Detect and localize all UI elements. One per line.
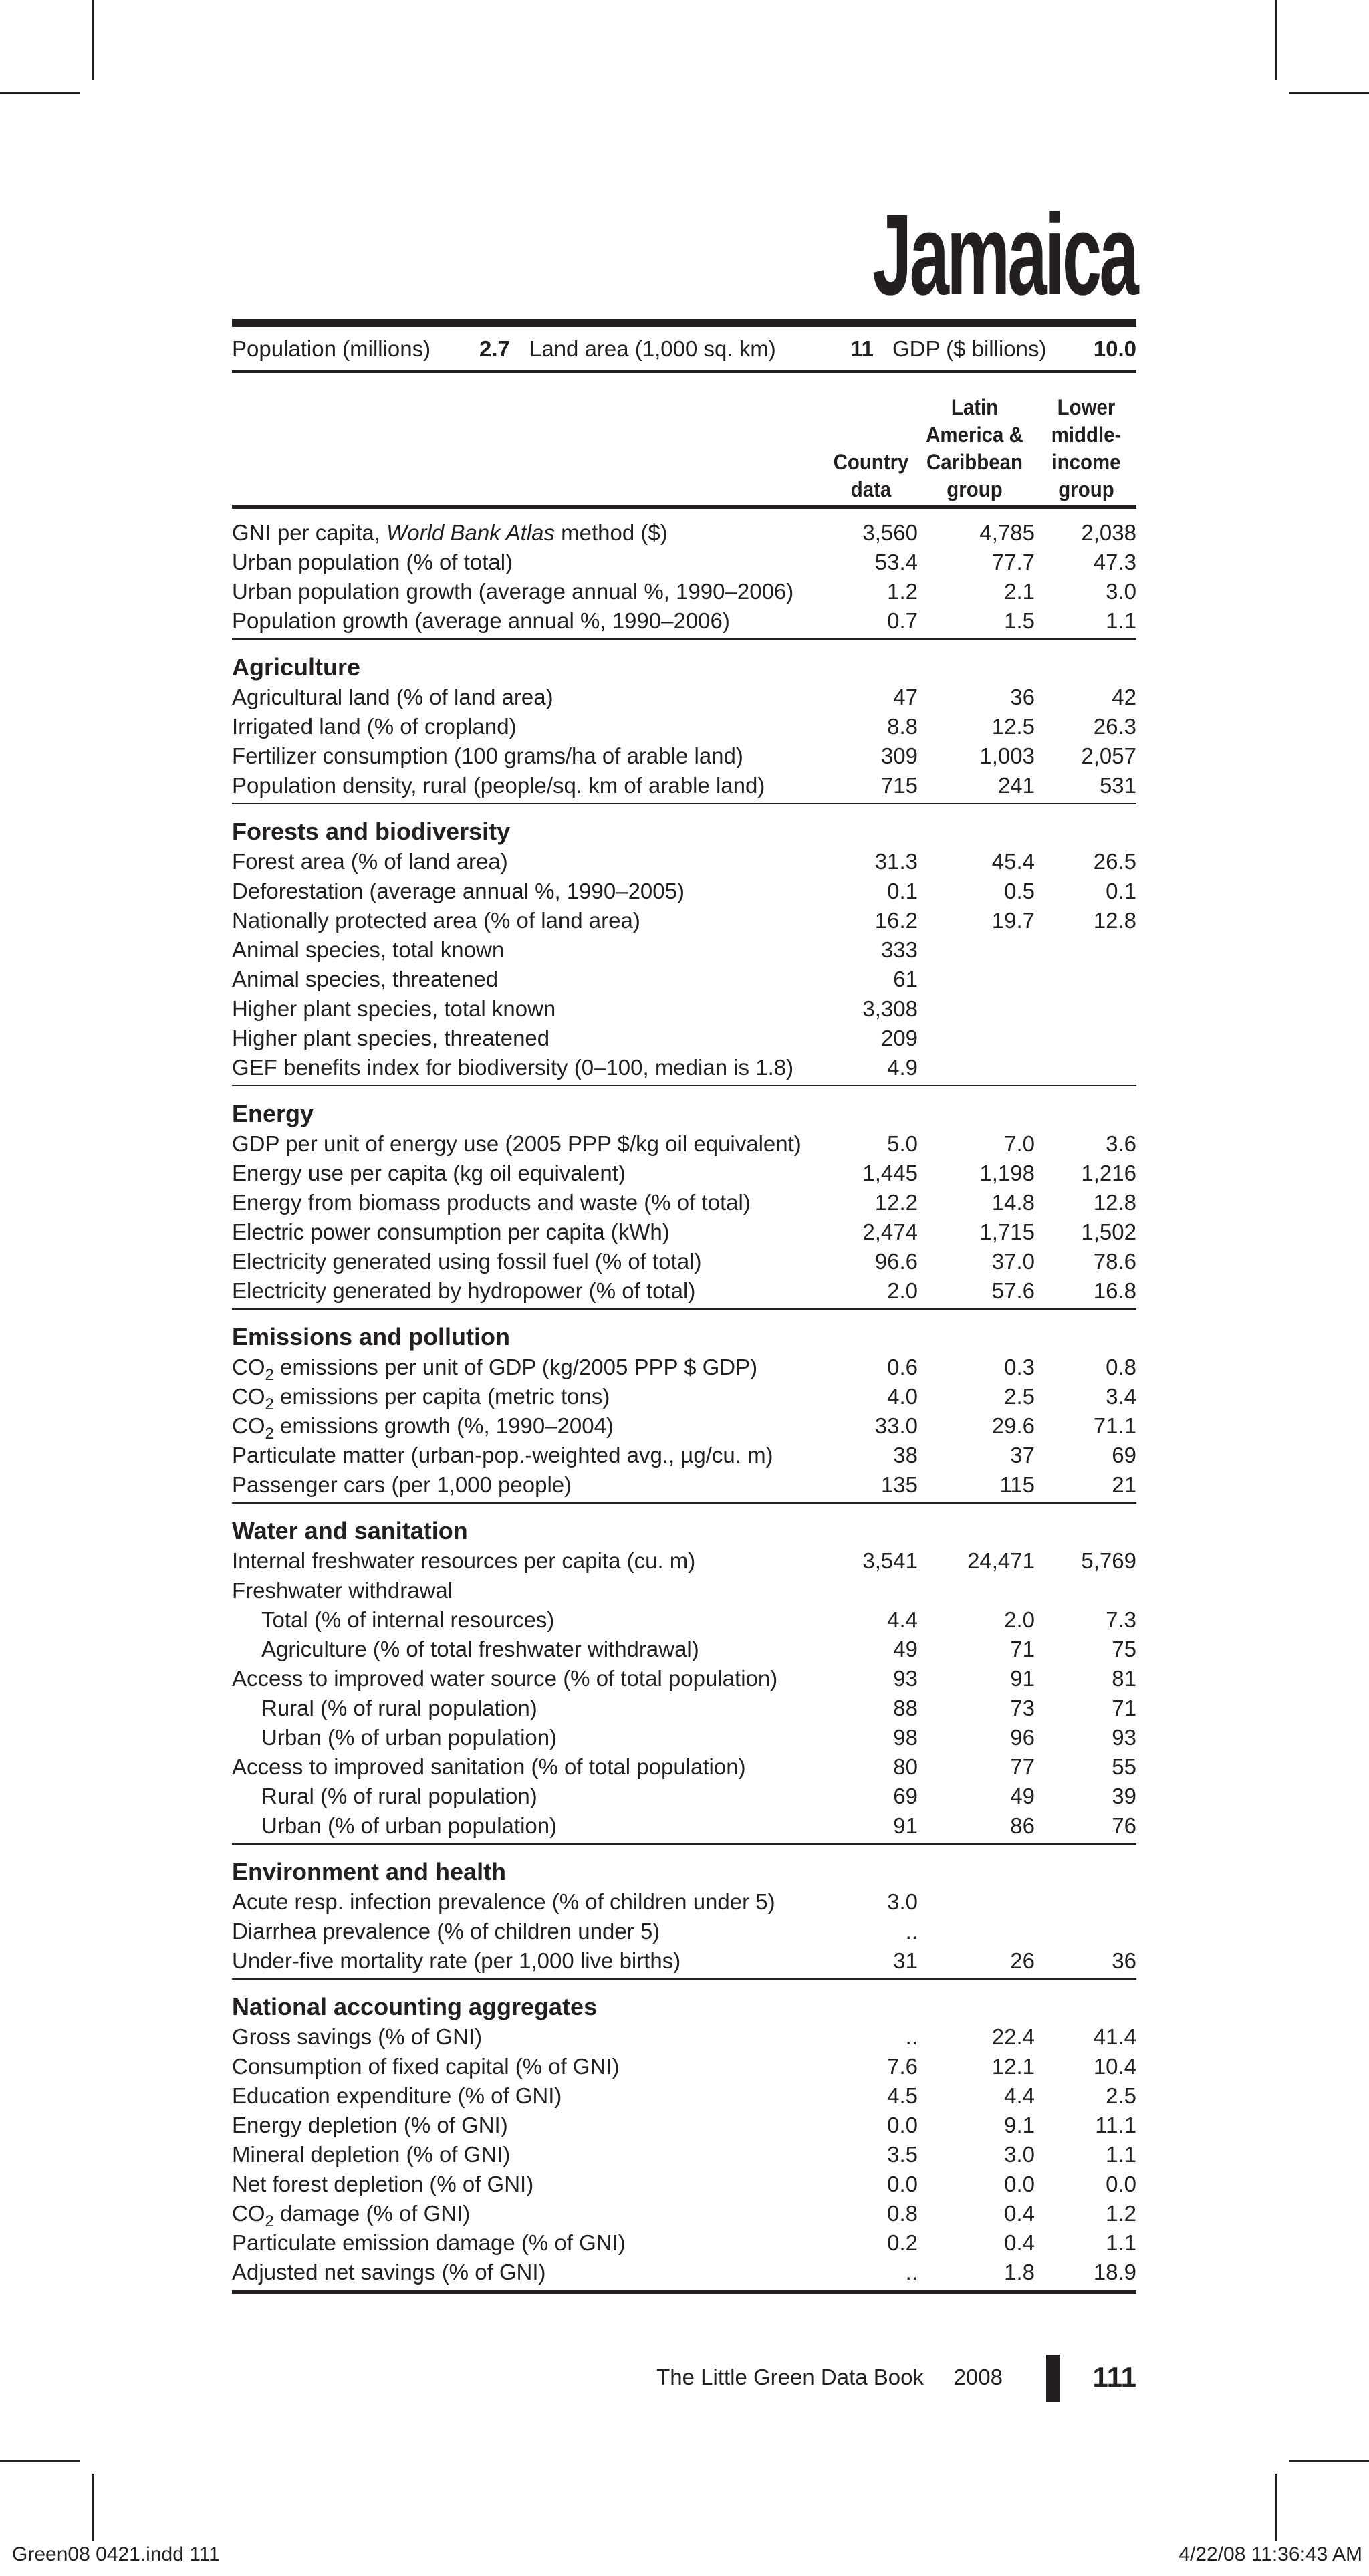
table-row — [232, 2022, 1136, 2052]
row-value-country: .. — [905, 1919, 918, 1944]
row-label: Electric power consumption per capita (kWh) — [232, 1219, 670, 1244]
column-header-income: Lower middle- income group — [1051, 395, 1122, 501]
summary-rule — [232, 370, 1136, 373]
row-value-country: 53.4 — [874, 550, 918, 574]
row-label: GDP per unit of energy use (2005 PPP $/kg oil equivalent) — [232, 1131, 801, 1156]
row-value-country: 69 — [893, 1784, 918, 1808]
row-label-part: CO — [232, 1355, 265, 1379]
table-row — [232, 1247, 1136, 1276]
row-label: Diarrhea prevalence (% of children under 5) — [232, 1919, 660, 1944]
row-value-region: 96 — [1010, 1725, 1035, 1750]
row-value-country: 88 — [893, 1695, 918, 1720]
row-value-income: 71.1 — [1093, 1413, 1136, 1438]
row-value-country: 91 — [893, 1813, 918, 1838]
crop-mark — [92, 0, 94, 80]
row-value-income: 47.3 — [1093, 550, 1136, 574]
table-row — [232, 2052, 1136, 2081]
row-label: Deforestation (average annual %, 1990–2005) — [232, 879, 684, 903]
row-label: Irrigated land (% of cropland) — [232, 714, 517, 739]
gdp-label: GDP ($ billions) — [892, 336, 1047, 361]
row-value-country: 2,474 — [862, 1219, 918, 1244]
row-label: Population density, rural (people/sq. km of arable land) — [232, 773, 765, 798]
summary-bar — [232, 333, 1136, 365]
table-row — [232, 1635, 1136, 1664]
table-row — [232, 2228, 1136, 2258]
row-value-income: 71 — [1112, 1695, 1136, 1720]
table-row — [232, 847, 1136, 876]
table-row — [232, 965, 1136, 994]
row-value-country: 80 — [893, 1754, 918, 1779]
row-label: Electricity generated by hydropower (% of total) — [232, 1278, 696, 1303]
row-value-income: 26.5 — [1093, 849, 1136, 874]
row-value-income: 1.1 — [1106, 608, 1136, 633]
section-title: National accounting aggregates — [232, 1993, 598, 2020]
table-row — [232, 1752, 1136, 1782]
row-value-country: 0.8 — [887, 2201, 918, 2226]
row-value-region: 14.8 — [991, 1190, 1035, 1215]
row-value-region: 0.0 — [1004, 2172, 1035, 2196]
row-label: Higher plant species, threatened — [232, 1026, 550, 1050]
row-label-subscript: 2 — [265, 1366, 274, 1384]
row-label: Education expenditure (% of GNI) — [232, 2083, 562, 2108]
row-value-region: 9.1 — [1004, 2113, 1035, 2137]
row-label: Fertilizer consumption (100 grams/ha of arable land) — [232, 743, 743, 768]
row-value-region: 49 — [1010, 1784, 1035, 1808]
row-value-income: 55 — [1112, 1754, 1136, 1779]
row-label: Mineral depletion (% of GNI) — [232, 2142, 511, 2167]
row-label: Population growth (average annual %, 1990–2006) — [232, 608, 730, 633]
row-label: Nationally protected area (% of land area) — [232, 908, 640, 933]
row-value-country: 3,541 — [862, 1548, 918, 1573]
title-rule — [232, 319, 1136, 327]
row-label-part: emissions per unit of GDP (kg/2005 PPP $ GDP) — [273, 1355, 758, 1379]
page-footer — [232, 2355, 1136, 2402]
row-label-part: CO — [232, 2201, 265, 2226]
row-label: Energy use per capita (kg oil equivalent) — [232, 1161, 626, 1185]
table-section — [232, 1516, 1136, 1845]
row-value-region: 241 — [997, 773, 1035, 798]
row-value-country: 209 — [880, 1026, 918, 1050]
table-row — [232, 2199, 1136, 2228]
row-label-emphasis: World Bank Atlas — [386, 520, 555, 545]
row-label — [232, 518, 668, 548]
row-label-part: emissions per capita (metric tons) — [273, 1384, 610, 1409]
row-value-income: 11.1 — [1095, 2113, 1136, 2137]
row-label: Consumption of fixed capital (% of GNI) — [232, 2054, 620, 2079]
row-value-income: 0.0 — [1106, 2172, 1136, 2196]
table-row — [232, 1664, 1136, 1693]
table-row — [232, 2258, 1136, 2287]
row-value-country: 12.2 — [874, 1190, 918, 1215]
row-value-income: 41.4 — [1093, 2024, 1136, 2049]
row-value-income: 1.1 — [1106, 2142, 1136, 2167]
table-row — [232, 935, 1136, 965]
crop-mark — [1275, 2474, 1277, 2541]
row-value-income: 1,502 — [1081, 1219, 1136, 1244]
table-section — [232, 1857, 1136, 1980]
row-label: Particulate emission damage (% of GNI) — [232, 2230, 626, 2255]
gdp-value: 10.0 — [1093, 336, 1136, 361]
section-title: Agriculture — [232, 653, 361, 681]
row-value-region: 0.5 — [1004, 879, 1035, 903]
page-number: 111 — [1092, 2361, 1136, 2393]
row-label: Rural (% of rural population) — [261, 1695, 537, 1720]
row-label: Forest area (% of land area) — [232, 849, 508, 874]
row-value-country: 16.2 — [874, 908, 918, 933]
table-row — [232, 1053, 1136, 1082]
row-label: Energy from biomass products and waste (% of total) — [232, 1190, 751, 1215]
table-section — [232, 1322, 1136, 1504]
row-label: Particulate matter (urban-pop.-weighted avg., µg/cu. m) — [232, 1443, 773, 1468]
row-value-country: 1,445 — [862, 1161, 918, 1185]
table-row — [232, 1276, 1136, 1306]
table-row — [232, 1917, 1136, 1946]
table-row — [232, 1411, 1136, 1441]
row-label: Adjusted net savings (% of GNI) — [232, 2260, 546, 2285]
column-headers — [232, 390, 1136, 503]
row-label: Under-five mortality rate (per 1,000 live births) — [232, 1948, 681, 1973]
row-value-region: 2.5 — [1004, 1384, 1035, 1409]
row-value-income: 2,038 — [1081, 520, 1136, 545]
row-value-country: 31.3 — [874, 849, 918, 874]
table-row — [232, 876, 1136, 906]
row-value-country: 135 — [880, 1472, 918, 1497]
row-label: Electricity generated using fossil fuel (% of total) — [232, 1249, 702, 1274]
row-label: Access to improved water source (% of total population) — [232, 1666, 778, 1691]
row-value-region: 1,715 — [979, 1219, 1035, 1244]
row-value-country: 0.0 — [887, 2113, 918, 2137]
row-value-region: 2.1 — [1004, 579, 1035, 604]
row-value-income: 3.4 — [1106, 1384, 1136, 1409]
table-section — [232, 1992, 1136, 2294]
row-value-income: 531 — [1099, 773, 1136, 798]
table-row — [232, 1470, 1136, 1500]
population-label: Population (millions) — [232, 336, 431, 361]
row-value-region: 0.4 — [1004, 2201, 1035, 2226]
row-value-country: 96.6 — [874, 1249, 918, 1274]
row-value-country: .. — [905, 2024, 918, 2049]
row-label: Urban population (% of total) — [232, 550, 513, 574]
table-row — [232, 2081, 1136, 2111]
row-value-country: 3.0 — [887, 1889, 918, 1914]
population-value: 2.7 — [479, 336, 510, 361]
row-value-region: 36 — [1010, 685, 1035, 709]
row-value-country: 4.5 — [887, 2083, 918, 2108]
row-value-income: 39 — [1112, 1784, 1136, 1808]
row-value-income: 3.6 — [1106, 1131, 1136, 1156]
row-label: Agricultural land (% of land area) — [232, 685, 553, 709]
table-row — [232, 548, 1136, 577]
row-label: Rural (% of rural population) — [261, 1784, 537, 1808]
row-value-income: 12.8 — [1093, 908, 1136, 933]
row-value-region: 26 — [1010, 1948, 1035, 1973]
row-label-subscript: 2 — [265, 1425, 274, 1443]
section-title: Energy — [232, 1100, 314, 1127]
table-row — [232, 741, 1136, 771]
row-label: Total (% of internal resources) — [261, 1607, 555, 1632]
row-label: Gross savings (% of GNI) — [232, 2024, 483, 2049]
row-value-country: 333 — [880, 937, 918, 962]
row-label-part: CO — [232, 1413, 265, 1438]
row-label: Acute resp. infection prevalence (% of children under 5) — [232, 1889, 775, 1914]
row-value-region: 77.7 — [991, 550, 1035, 574]
row-value-region: 0.4 — [1004, 2230, 1035, 2255]
row-label: Internal freshwater resources per capita (cu. m) — [232, 1548, 696, 1573]
table-row — [232, 1605, 1136, 1635]
row-value-income: 2.5 — [1106, 2083, 1136, 2108]
row-label: Passenger cars (per 1,000 people) — [232, 1472, 572, 1497]
row-label-part: GNI per capita, — [232, 520, 387, 545]
row-value-income: 69 — [1112, 1443, 1136, 1468]
row-value-income: 7.3 — [1106, 1607, 1136, 1632]
row-label: Higher plant species, total known — [232, 996, 556, 1021]
row-value-country: 715 — [880, 773, 918, 798]
row-value-region: 7.0 — [1004, 1131, 1035, 1156]
column-header-country: Country data — [833, 450, 909, 501]
footer-year: 2008 — [953, 2365, 1003, 2389]
row-value-country: 2.0 — [887, 1278, 918, 1303]
row-value-country: 8.8 — [887, 714, 918, 739]
row-value-income: 81 — [1112, 1666, 1136, 1691]
row-value-income: 78.6 — [1093, 1249, 1136, 1274]
row-value-country: 0.0 — [887, 2172, 918, 2196]
row-label-part: emissions growth (%, 1990–2004) — [273, 1413, 614, 1438]
table-row — [232, 1576, 1136, 1605]
row-value-region: 22.4 — [991, 2024, 1035, 2049]
crop-mark — [1289, 92, 1369, 94]
row-value-country: 3,308 — [862, 996, 918, 1021]
table-row — [232, 2111, 1136, 2140]
row-value-region: 115 — [999, 1472, 1035, 1497]
crop-mark — [0, 2460, 80, 2462]
row-value-income: 5,769 — [1081, 1548, 1136, 1573]
crop-mark — [1275, 0, 1277, 80]
row-label: Animal species, threatened — [232, 967, 499, 991]
row-value-country: 0.2 — [887, 2230, 918, 2255]
row-value-country: .. — [905, 2260, 918, 2285]
row-value-region: 37 — [1010, 1443, 1035, 1468]
row-value-region: 73 — [1010, 1695, 1035, 1720]
row-value-income: 12.8 — [1093, 1190, 1136, 1215]
table-row — [232, 906, 1136, 935]
row-value-country: 4.9 — [887, 1055, 918, 1080]
row-value-region: 1,198 — [979, 1161, 1035, 1185]
row-value-income: 2,057 — [1081, 743, 1136, 768]
row-label: GEF benefits index for biodiversity (0–100, median is 1.8) — [232, 1055, 794, 1080]
row-label: Urban (% of urban population) — [261, 1725, 557, 1750]
row-value-region: 91 — [1010, 1666, 1035, 1691]
table-row — [232, 1159, 1136, 1188]
row-value-region: 4.4 — [1004, 2083, 1035, 2108]
section-title: Water and sanitation — [232, 1517, 468, 1544]
row-value-region: 29.6 — [991, 1413, 1035, 1438]
row-value-region: 3.0 — [1004, 2142, 1035, 2167]
row-value-income: 1.1 — [1106, 2230, 1136, 2255]
table-row — [232, 1693, 1136, 1723]
section-title: Environment and health — [232, 1858, 507, 1885]
table-row — [232, 1946, 1136, 1976]
crop-mark — [0, 92, 80, 94]
land-area-label: Land area (1,000 sq. km) — [529, 336, 776, 361]
row-value-region: 71 — [1010, 1637, 1035, 1661]
table-row — [232, 577, 1136, 606]
row-value-income: 21 — [1112, 1472, 1136, 1497]
table-row — [232, 994, 1136, 1024]
row-value-region: 1.5 — [1004, 608, 1035, 633]
header-rule — [232, 505, 1136, 509]
row-value-country: 5.0 — [887, 1131, 918, 1156]
row-label: Freshwater withdrawal — [232, 1578, 453, 1603]
row-value-income: 42 — [1112, 685, 1136, 709]
row-value-income: 10.4 — [1093, 2054, 1136, 2079]
row-label: Animal species, total known — [232, 937, 505, 962]
row-value-region: 12.5 — [991, 714, 1035, 739]
footer-bar — [1046, 2355, 1060, 2402]
section-title: Forests and biodiversity — [232, 818, 511, 845]
row-value-income: 1,216 — [1081, 1161, 1136, 1185]
table-row — [232, 683, 1136, 712]
table-row — [232, 1887, 1136, 1917]
table-row — [232, 606, 1136, 636]
table-row — [232, 1382, 1136, 1411]
row-value-income: 0.8 — [1106, 1355, 1136, 1379]
table-row — [232, 518, 1136, 548]
table-row — [232, 1353, 1136, 1382]
row-value-country: 3.5 — [887, 2142, 918, 2167]
row-value-region: 0.3 — [1004, 1355, 1035, 1379]
row-value-region: 1,003 — [979, 743, 1035, 768]
row-value-country: 98 — [893, 1725, 918, 1750]
row-value-income: 26.3 — [1093, 714, 1136, 739]
row-value-country: 309 — [880, 743, 918, 768]
land-area-value: 11 — [850, 336, 874, 361]
table-row — [232, 1188, 1136, 1217]
row-value-country: 49 — [893, 1637, 918, 1661]
row-value-country: 3,560 — [862, 520, 918, 545]
table-section — [232, 1098, 1136, 1310]
section-title: Emissions and pollution — [232, 1323, 511, 1351]
column-header-region: Latin America & Caribbean group — [926, 395, 1023, 501]
table-section — [232, 652, 1136, 804]
row-value-country: 38 — [893, 1443, 918, 1468]
row-value-region: 19.7 — [991, 908, 1035, 933]
row-value-country: 7.6 — [887, 2054, 918, 2079]
row-value-region: 86 — [1010, 1813, 1035, 1838]
row-value-region: 57.6 — [991, 1278, 1035, 1303]
row-value-country: 31 — [893, 1948, 918, 1973]
indicator-table — [232, 518, 1136, 2306]
row-label-part: damage (% of GNI) — [273, 2201, 471, 2226]
row-value-income: 76 — [1112, 1813, 1136, 1838]
row-value-region: 2.0 — [1004, 1607, 1035, 1632]
crop-mark — [92, 2474, 94, 2541]
row-label-part: CO — [232, 1384, 265, 1409]
table-row — [232, 1811, 1136, 1841]
table-row — [232, 1024, 1136, 1053]
table-row — [232, 771, 1136, 800]
row-label: Net forest depletion (% of GNI) — [232, 2172, 534, 2196]
row-value-country: 1.2 — [887, 579, 918, 604]
row-value-region: 24,471 — [967, 1548, 1035, 1573]
page-title: Jamaica — [872, 191, 1136, 319]
row-value-income: 18.9 — [1093, 2260, 1136, 2285]
row-value-income: 16.8 — [1093, 1278, 1136, 1303]
row-value-country: 4.0 — [887, 1384, 918, 1409]
row-value-country: 4.4 — [887, 1607, 918, 1632]
row-value-country: 0.7 — [887, 608, 918, 633]
row-label: Urban (% of urban population) — [261, 1813, 557, 1838]
table-row — [232, 1546, 1136, 1576]
row-value-country: 0.1 — [887, 879, 918, 903]
table-section — [232, 816, 1136, 1086]
row-value-region: 37.0 — [991, 1249, 1035, 1274]
row-label-subscript: 2 — [265, 2212, 274, 2230]
crop-mark — [1289, 2460, 1369, 2462]
row-value-income: 36 — [1112, 1948, 1136, 1973]
row-value-income: 93 — [1112, 1725, 1136, 1750]
row-value-income: 0.1 — [1106, 879, 1136, 903]
table-row — [232, 712, 1136, 741]
table-row — [232, 2170, 1136, 2199]
row-label: Agriculture (% of total freshwater withdrawal) — [261, 1637, 699, 1661]
row-value-region: 1.8 — [1004, 2260, 1035, 2285]
table-row — [232, 1782, 1136, 1811]
print-slug-file: Green08 0421.indd 111 — [12, 2543, 220, 2565]
row-value-country: 93 — [893, 1666, 918, 1691]
footer-book-title: The Little Green Data Book — [656, 2365, 924, 2389]
table-row — [232, 1723, 1136, 1752]
row-label: Urban population growth (average annual %, 1990–2006) — [232, 579, 794, 604]
row-value-income: 75 — [1112, 1637, 1136, 1661]
row-value-country: 33.0 — [874, 1413, 918, 1438]
table-row — [232, 2140, 1136, 2170]
table-row — [232, 1129, 1136, 1159]
row-value-country: 61 — [893, 967, 918, 991]
row-value-region: 4,785 — [979, 520, 1035, 545]
row-value-income: 3.0 — [1106, 579, 1136, 604]
table-section — [232, 518, 1136, 640]
row-value-country: 0.6 — [887, 1355, 918, 1379]
row-value-region: 77 — [1010, 1754, 1035, 1779]
row-label: Energy depletion (% of GNI) — [232, 2113, 508, 2137]
row-value-country: 47 — [893, 685, 918, 709]
row-value-region: 12.1 — [991, 2054, 1035, 2079]
table-row — [232, 1217, 1136, 1247]
row-label: Access to improved sanitation (% of total population) — [232, 1754, 746, 1779]
row-value-income: 1.2 — [1106, 2201, 1136, 2226]
print-slug-date: 4/22/08 11:36:43 AM — [1178, 2543, 1362, 2565]
row-label-part: method ($) — [554, 520, 668, 545]
row-value-region: 45.4 — [991, 849, 1035, 874]
table-row — [232, 1441, 1136, 1470]
row-label-subscript: 2 — [265, 1395, 274, 1413]
